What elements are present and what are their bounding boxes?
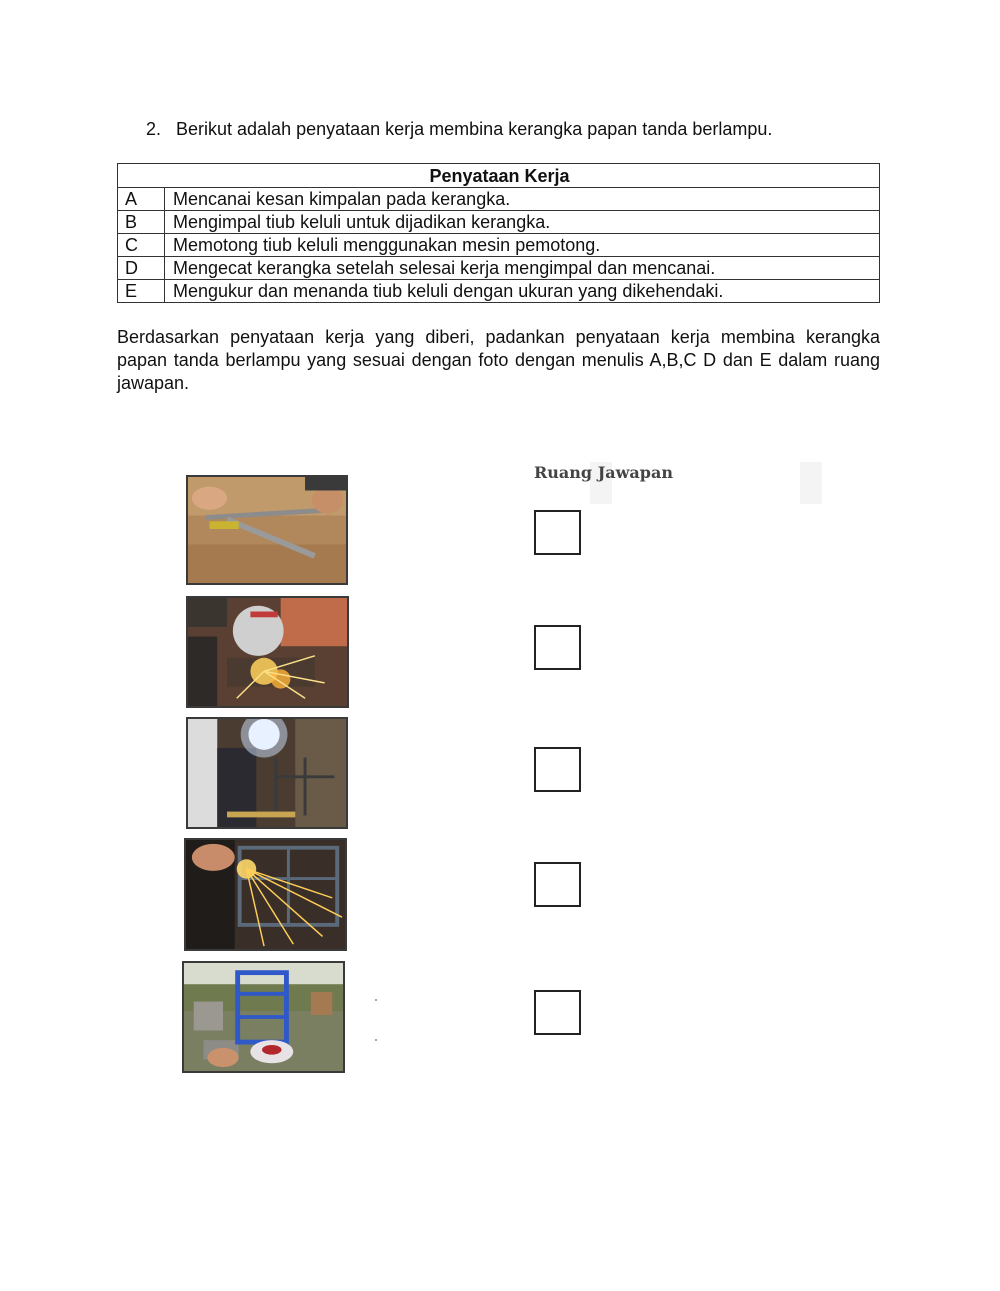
work-statements-table <box>117 163 880 303</box>
answer-box-3[interactable] <box>534 747 581 792</box>
table-row <box>118 188 880 211</box>
answer-box-4[interactable] <box>534 862 581 907</box>
photo-painting <box>182 961 345 1073</box>
row-letter: E <box>118 280 165 303</box>
row-text: Memotong tiub keluli menggunakan mesin pemotong. <box>165 234 880 257</box>
table-row <box>118 211 880 234</box>
answer-box-1[interactable] <box>534 510 581 555</box>
photo-cutting-image <box>188 598 347 706</box>
row-text: Mengimpal tiub keluli untuk dijadikan kerangka. <box>165 211 880 234</box>
table-row <box>118 234 880 257</box>
question-text: Berikut adalah penyataan kerja membina kerangka papan tanda berlampu. <box>176 119 773 139</box>
table-row <box>118 257 880 280</box>
photo-grinding-image <box>186 840 345 949</box>
answer-box-5[interactable] <box>534 990 581 1035</box>
row-letter: C <box>118 234 165 257</box>
row-letter: A <box>118 188 165 211</box>
row-letter: D <box>118 257 165 280</box>
photo-welding-image <box>188 719 346 827</box>
answer-box-2[interactable] <box>534 625 581 670</box>
row-text: Mencanai kesan kimpalan pada kerangka. <box>165 188 880 211</box>
scan-artifact <box>800 462 822 504</box>
scan-dot <box>375 999 377 1001</box>
row-text: Mengukur dan menanda tiub keluli dengan ukuran yang dikehendaki. <box>165 280 880 303</box>
instruction-paragraph: Berdasarkan penyataan kerja yang diberi, padankan penyataan kerja membina kerangka papan tanda berlampu yang sesuai dengan foto dengan menulis A,B,C D dan E dalam ruang jawapan. <box>117 327 880 393</box>
scan-dot <box>375 1039 377 1041</box>
photo-grinding <box>184 838 347 951</box>
question-number: 2. <box>146 119 162 139</box>
photo-painting-image <box>184 963 343 1071</box>
row-text: Mengecat kerangka setelah selesai kerja mengimpal dan mencanai. <box>165 257 880 280</box>
answer-space-heading: Ruang Jawapan <box>534 463 673 482</box>
table-row <box>118 280 880 303</box>
photo-measuring <box>186 475 348 585</box>
photo-measuring-image <box>188 477 346 583</box>
photo-cutting <box>186 596 349 708</box>
row-letter: B <box>118 211 165 234</box>
question-line <box>146 118 772 140</box>
table-header: Penyataan Kerja <box>118 164 880 188</box>
photo-welding <box>186 717 348 829</box>
